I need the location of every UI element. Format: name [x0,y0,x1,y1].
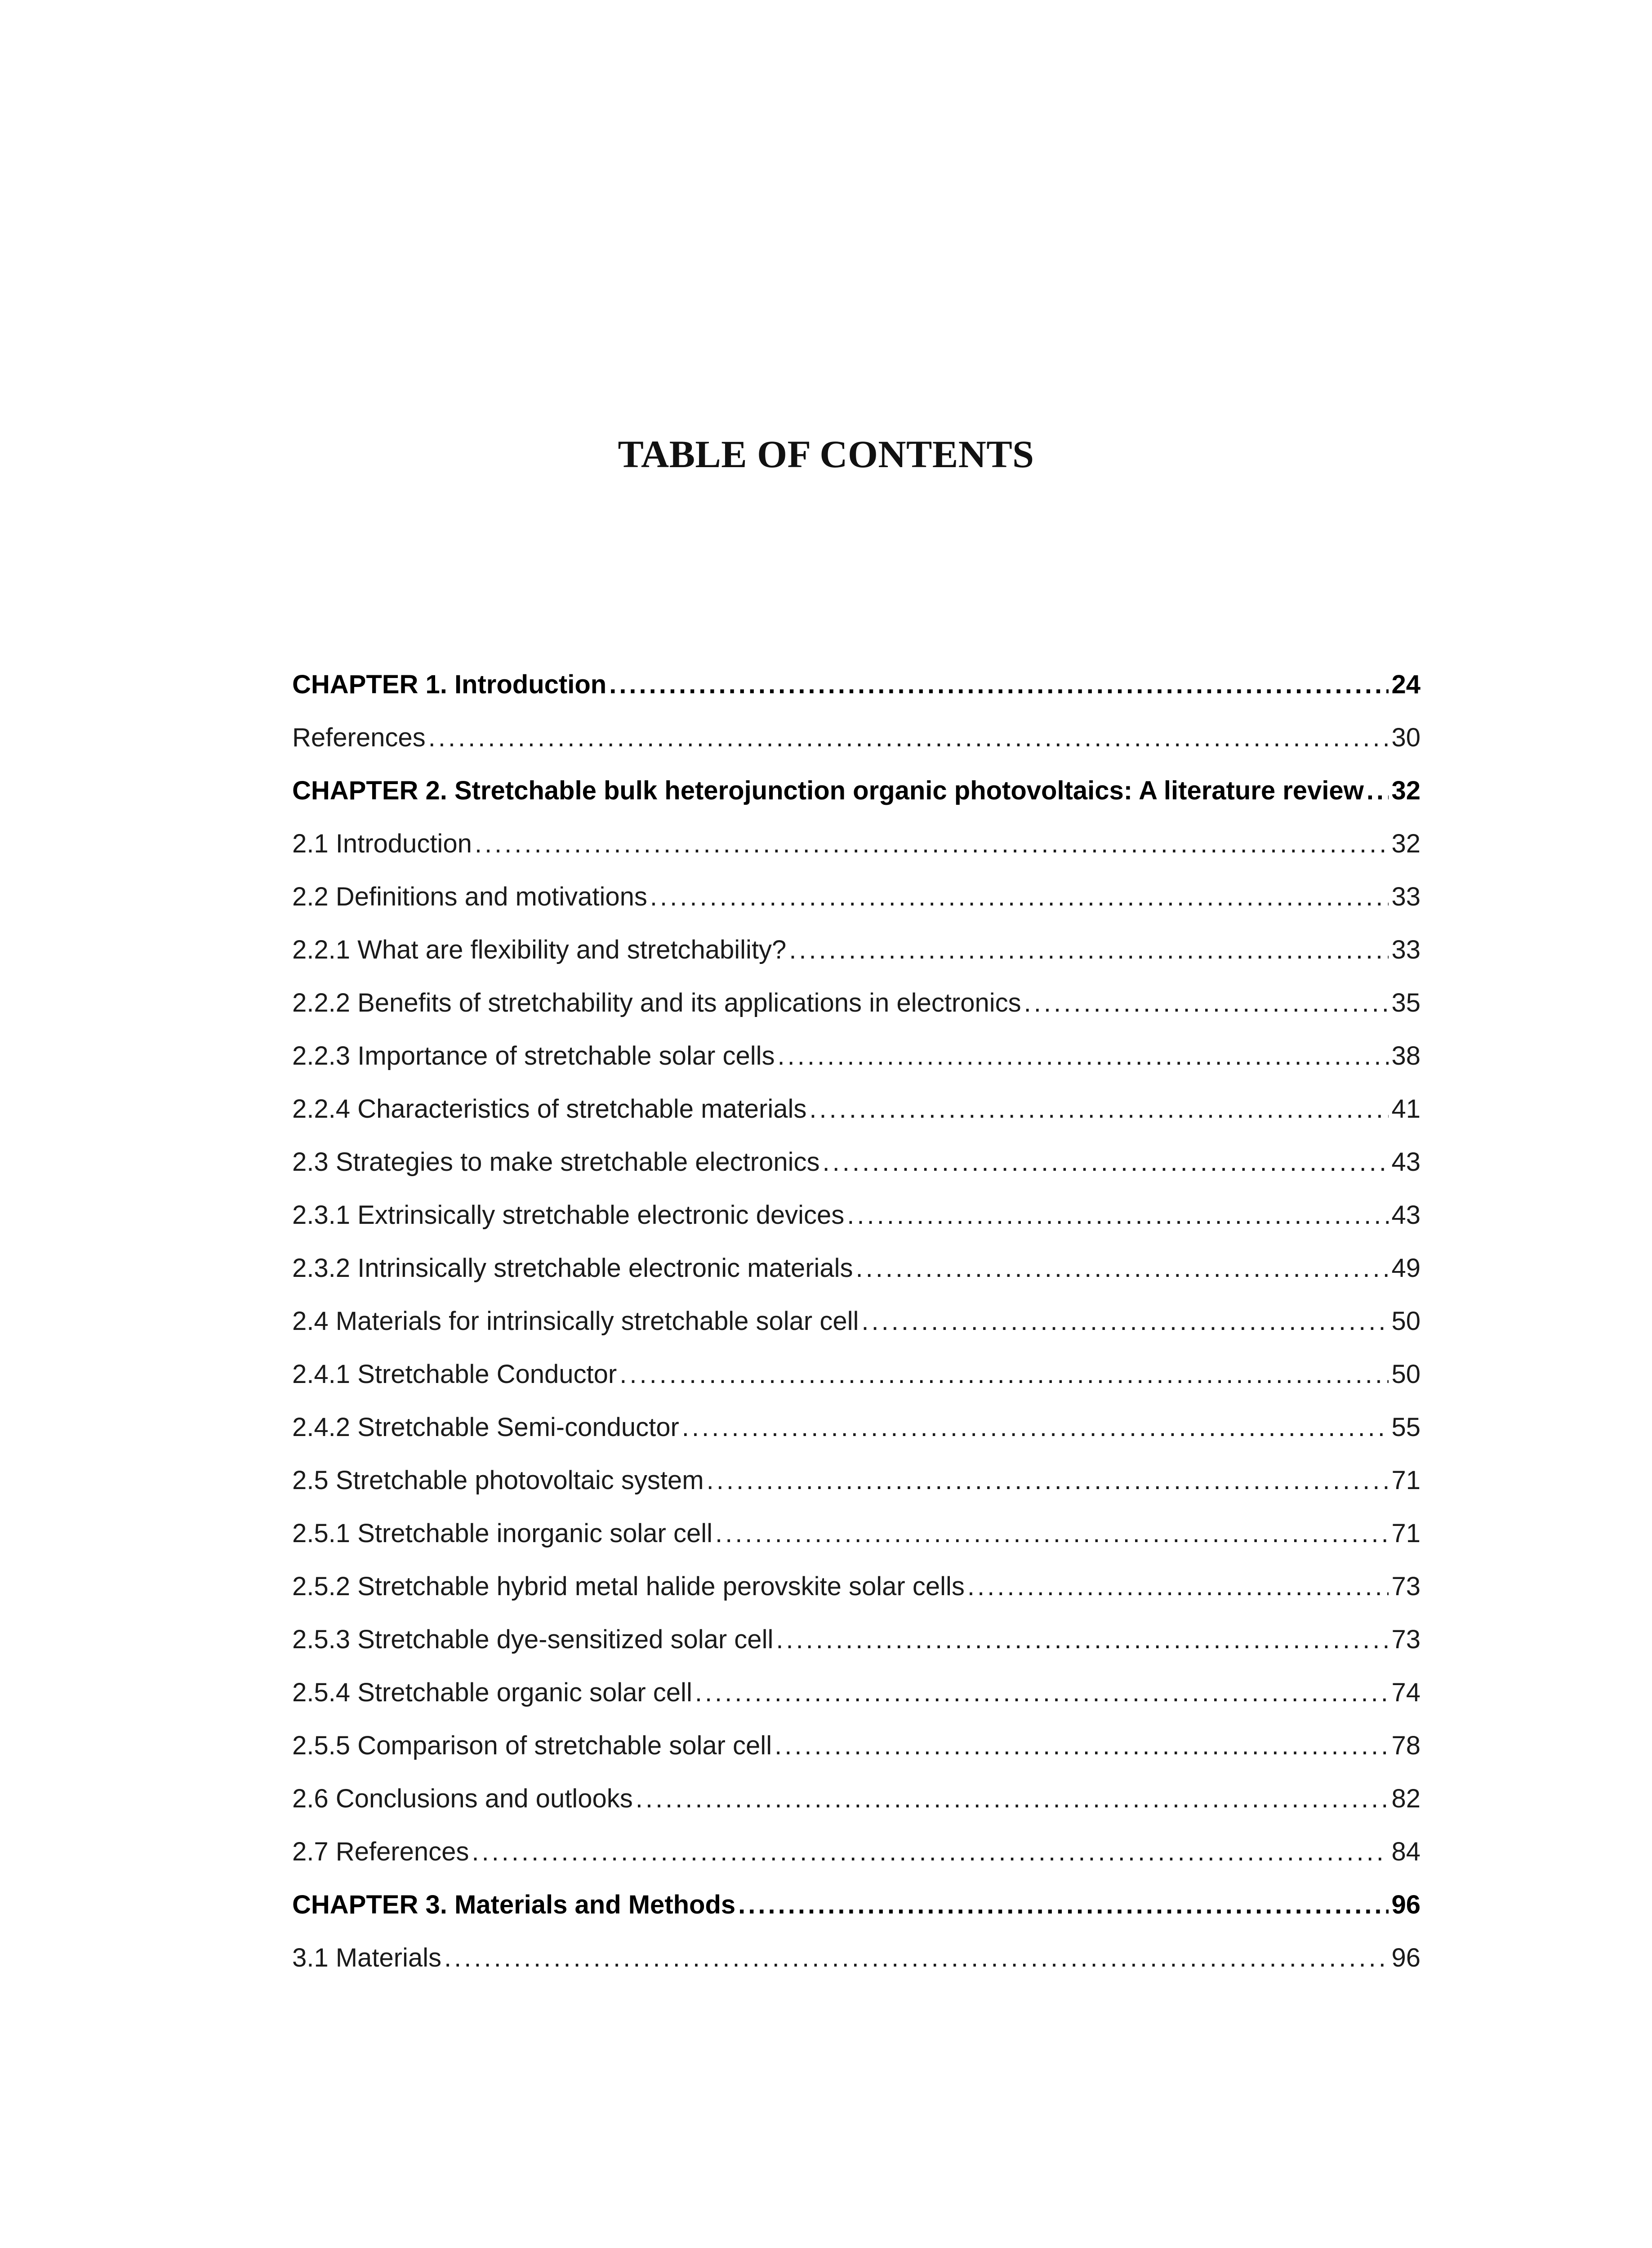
toc-entry[interactable] [292,1359,1420,1412]
toc-entry-page-number: 50 [1391,1360,1420,1389]
toc-dot-leader [778,1040,1389,1072]
toc-entry-label: 2.2.3 Importance of stretchable solar cells [292,1041,775,1070]
toc-dot-leader [715,1518,1389,1549]
toc-entry-page-number: 41 [1391,1094,1420,1124]
toc-dot-leader [475,828,1389,860]
toc-entry-label: 2.5.1 Stretchable inorganic solar cell [292,1519,712,1548]
toc-list [292,669,1420,1995]
toc-entry-label: CHAPTER 3. Materials and Methods [292,1890,736,1919]
toc-dot-leader [775,1730,1389,1762]
toc-dot-leader [650,881,1389,913]
toc-dot-leader [636,1783,1389,1815]
toc-entry-page-number: 71 [1391,1519,1420,1548]
toc-entry-label: 2.4.2 Stretchable Semi-conductor [292,1413,679,1442]
toc-dot-leader [861,1306,1389,1337]
toc-entry[interactable] [292,1093,1420,1146]
toc-entry-page-number: 96 [1391,1943,1420,1972]
toc-entry-page-number: 43 [1391,1200,1420,1230]
toc-dot-leader [822,1146,1389,1178]
toc-entry-label: CHAPTER 2. Stretchable bulk heterojunction organic photovoltaics: A literature review [292,776,1364,805]
toc-entry[interactable] [292,828,1420,881]
toc-dot-leader [809,1093,1389,1125]
toc-entry-page-number: 33 [1391,882,1420,911]
toc-entry-label: 2.4.1 Stretchable Conductor [292,1360,617,1389]
toc-entry[interactable] [292,722,1420,775]
toc-entry-page-number: 32 [1391,829,1420,858]
toc-entry-page-number: 55 [1391,1413,1420,1442]
toc-entry-label: 2.4 Materials for intrinsically stretchable solar cell [292,1307,859,1336]
toc-entry-label: 2.5.2 Stretchable hybrid metal halide perovskite solar cells [292,1572,965,1601]
toc-entry-page-number: 24 [1391,670,1420,699]
toc-entry-label: 3.1 Materials [292,1943,442,1972]
toc-dot-leader [619,1359,1389,1390]
toc-entry-page-number: 49 [1391,1253,1420,1283]
toc-entry-page-number: 73 [1391,1572,1420,1601]
toc-dot-leader [967,1571,1389,1602]
toc-entry-page-number: 78 [1391,1731,1420,1760]
toc-dot-leader [707,1465,1389,1496]
toc-entry-label: 2.5.3 Stretchable dye-sensitized solar cell [292,1625,774,1654]
toc-entry[interactable] [292,669,1420,722]
toc-entry[interactable] [292,1253,1420,1306]
toc-entry[interactable] [292,987,1420,1040]
toc-entry-label: 2.7 References [292,1837,469,1866]
toc-entry-label: 2.5.4 Stretchable organic solar cell [292,1678,692,1707]
toc-entry-page-number: 82 [1391,1784,1420,1813]
toc-entry[interactable] [292,1146,1420,1200]
toc-dot-leader [847,1200,1389,1231]
toc-entry[interactable] [292,775,1420,828]
toc-entry[interactable] [292,1889,1420,1942]
toc-entry[interactable] [292,1200,1420,1253]
toc-entry-page-number: 71 [1391,1466,1420,1495]
toc-entry[interactable] [292,1040,1420,1093]
toc-entry-label: 2.3.2 Intrinsically stretchable electronic materials [292,1253,853,1283]
toc-entry[interactable] [292,1465,1420,1518]
toc-entry-label: 2.3.1 Extrinsically stretchable electronic devices [292,1200,845,1230]
toc-dot-leader [472,1836,1389,1868]
toc-entry[interactable] [292,881,1420,934]
toc-entry[interactable] [292,1571,1420,1624]
toc-dot-leader [444,1942,1389,1974]
toc-entry-page-number: 73 [1391,1625,1420,1654]
toc-dot-leader [1024,987,1389,1019]
toc-dot-leader [695,1677,1389,1708]
toc-entry[interactable] [292,1942,1420,1995]
toc-dot-leader [428,722,1389,754]
toc-entry-page-number: 32 [1391,776,1420,805]
toc-entry-page-number: 38 [1391,1041,1420,1070]
toc-entry-page-number: 33 [1391,935,1420,964]
toc-entry-label: CHAPTER 1. Introduction [292,670,607,699]
toc-entry-page-number: 74 [1391,1678,1420,1707]
toc-entry-page-number: 50 [1391,1307,1420,1336]
page-title: TABLE OF CONTENTS [618,433,1034,476]
toc-entry-label: 2.1 Introduction [292,829,472,858]
toc-entry-label: 2.3 Strategies to make stretchable electronics [292,1147,820,1177]
toc-entry[interactable] [292,934,1420,987]
toc-entry[interactable] [292,1412,1420,1465]
toc-entry-page-number: 96 [1391,1890,1420,1919]
toc-entry-label: 2.2.1 What are flexibility and stretchability? [292,935,787,964]
toc-entry-label: 2.2.4 Characteristics of stretchable materials [292,1094,807,1124]
toc-dot-leader [682,1412,1389,1443]
toc-entry-label: 2.2 Definitions and motivations [292,882,647,911]
toc-entry[interactable] [292,1836,1420,1889]
toc-entry-label: 2.2.2 Benefits of stretchability and its applications in electronics [292,988,1021,1017]
toc-entry[interactable] [292,1518,1420,1571]
toc-entry-label: 2.5 Stretchable photovoltaic system [292,1466,704,1495]
toc-dot-leader [776,1624,1389,1655]
toc-dot-leader [789,934,1389,966]
toc-entry[interactable] [292,1624,1420,1677]
toc-entry-label: 2.6 Conclusions and outlooks [292,1784,633,1813]
toc-entry-label: References [292,723,426,752]
toc-dot-leader [1367,775,1389,807]
toc-entry-page-number: 35 [1391,988,1420,1017]
toc-entry[interactable] [292,1783,1420,1836]
toc-entry-label: 2.5.5 Comparison of stretchable solar cell [292,1731,772,1760]
toc-entry[interactable] [292,1677,1420,1730]
toc-dot-leader [738,1889,1389,1921]
toc-entry[interactable] [292,1306,1420,1359]
toc-entry-page-number: 43 [1391,1147,1420,1177]
toc-dot-leader [609,669,1389,700]
toc-entry-page-number: 84 [1391,1837,1420,1866]
toc-entry-page-number: 30 [1391,723,1420,752]
toc-dot-leader [856,1253,1389,1284]
toc-entry[interactable] [292,1730,1420,1783]
